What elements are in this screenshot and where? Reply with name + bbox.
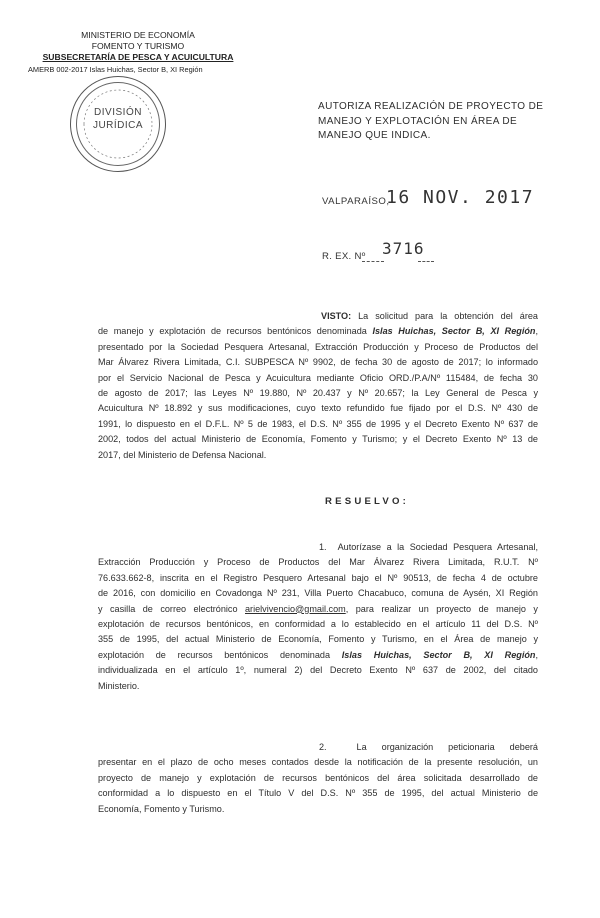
resuelvo-heading: RESUELVO: [325,496,410,507]
date-place: VALPARAÍSO, [322,196,390,207]
date-block [322,188,572,212]
item-1-line-9: individualizada en el artículo 1º, numeral 2) del Decreto Exento Nº 637 de 2002, del citado [98,665,538,676]
item-2-line-5: Economía, Fomento y Turismo. [98,803,225,814]
visto-line-7: Acuicultura Nº 18.892 y sus modificaciones, cuyo texto refundido fue fijado por el D.S. Nº 430 de [98,403,538,414]
reference-line: AMERB 002-2017 Islas Huichas, Sector B, XI Región [28,64,203,74]
item-2-line-3: proyecto de manejo y explotación de recursos bentónicos del área solicitada desarrollado de [98,772,538,783]
visto-paragraph [98,309,538,463]
visto-line-2: de manejo y explotación de recursos bentónicos denominada Islas Huichas, Sector B, XI Región, [98,326,538,337]
visto-line-8: 1991, lo dispuesto en el D.F.L. Nº 5 de 1983, el D.S. Nº 355 de 1995 y el Decreto Exento Nº 637 de [98,418,538,429]
resolution-number-block [322,239,522,266]
item-2-line-4: conformidad a lo dispuesto en el Título V del D.S. Nº 355 de 1995, del actual Ministerio de [98,788,538,799]
item-1-line-3: 76.633.662-8, inscrita en el Registro Pesquero Artesanal bajo el Nº 90513, de fecha 4 de octubre [98,572,538,583]
item-2-line-1: 2. La organización peticionaria deberá [319,742,538,752]
item-1-line-5: y casilla de correo electrónico arielvivencio@gmail.com, para realizar un proyecto de manejo y [98,603,538,614]
visto-area-name: Islas Huichas, Sector B, XI Región [372,326,536,337]
item-2-line-2: presentar en el plazo de ocho meses contados desde la notificación de la presente resolución, un [98,757,538,768]
resolution-label: R. EX. Nº [322,251,366,262]
item-1-line-8: explotación de recursos bentónicos denominada Islas Huichas, Sector B, XI Región, [98,649,538,660]
item-1-line-2: Extracción Producción y Proceso de Productos del Mar Álvarez Rivera Limitada, R.U.T. Nº [98,557,538,568]
visto-label: VISTO: [321,311,352,321]
ministry-line2: FOMENTO Y TURISMO [91,41,185,52]
resolution-underline-right [418,261,434,262]
division-juridica-stamp [70,76,166,172]
item-1-line-7: 355 de 1995, del actual Ministerio de Economía, Fomento y Turismo, en el Área de manejo y [98,634,538,645]
visto-line-3: presentado por la Sociedad Pesquera Artesanal, Extracción Producción y Proceso de Productos del [98,341,538,352]
subsecretaria-name: SUBSECRETARÍA DE PESCA Y ACUICULTURA [42,52,234,63]
item-2-number: 2. [319,742,327,752]
stamp-line2: JURÍDICA [92,120,144,131]
visto-line-5: por el Servicio Nacional de Pesca y Acuicultura mediante Oficio ORD./P.A/Nº 115484, de fecha 30 [98,372,538,383]
item-1-line-10: Ministerio. [98,680,140,691]
item-1-area-name: Islas Huichas, Sector B, XI Región [341,649,536,660]
visto-line-1: VISTO: La solicitud para la obtención del área [321,311,538,321]
letterhead [28,30,238,75]
item-1-line-4: de 2016, con domicilio en Covadonga Nº 231, Villa Puerto Chacabuco, comuna de Aysén, XI Región [98,588,538,599]
item-1-line-1: 1. Autorízase a la Sociedad Pesquera Artesanal, [319,542,538,552]
item-2-paragraph [98,740,538,817]
visto-line-10: 2017, del Ministerio de Defensa Nacional. [98,449,267,460]
date-value: 16 NOV. 2017 [386,187,535,208]
document-subject: AUTORIZA REALIZACIÓN DE PROYECTO DE MANEJO Y EXPLOTACIÓN EN ÁREA DE MANEJO QUE INDICA. [318,101,544,141]
email-link[interactable]: arielvivencio@gmail.com [245,603,346,614]
item-1-number: 1. [319,542,327,552]
stamp-line1: DIVISIÓN [94,107,142,118]
visto-line-9: 2002, todos del actual Ministerio de Economía, Fomento y Turismo; y el Decreto Exento Nº 13 de [98,434,538,445]
stamp-text [70,106,166,132]
item-1-paragraph [98,540,538,694]
visto-line-6: de agosto de 2017; las Leyes Nº 19.880, Nº 20.437 y Nº 20.657; la Ley General de Pesca y [98,388,538,399]
item-1-line-6: explotación de recursos bentónicos, en conformidad a lo establecido en el artículo 11 del D.S. Nº [98,619,538,630]
resolution-underline-left [362,261,384,262]
resolution-number: 3716 [382,239,425,258]
ministry-line1: MINISTERIO DE ECONOMÍA [81,30,195,40]
visto-line-4: Mar Álvarez Rivera Limitada, C.I. SUBPESCA Nº 9902, de fecha 30 de agosto de 2017; lo informado [98,357,538,368]
